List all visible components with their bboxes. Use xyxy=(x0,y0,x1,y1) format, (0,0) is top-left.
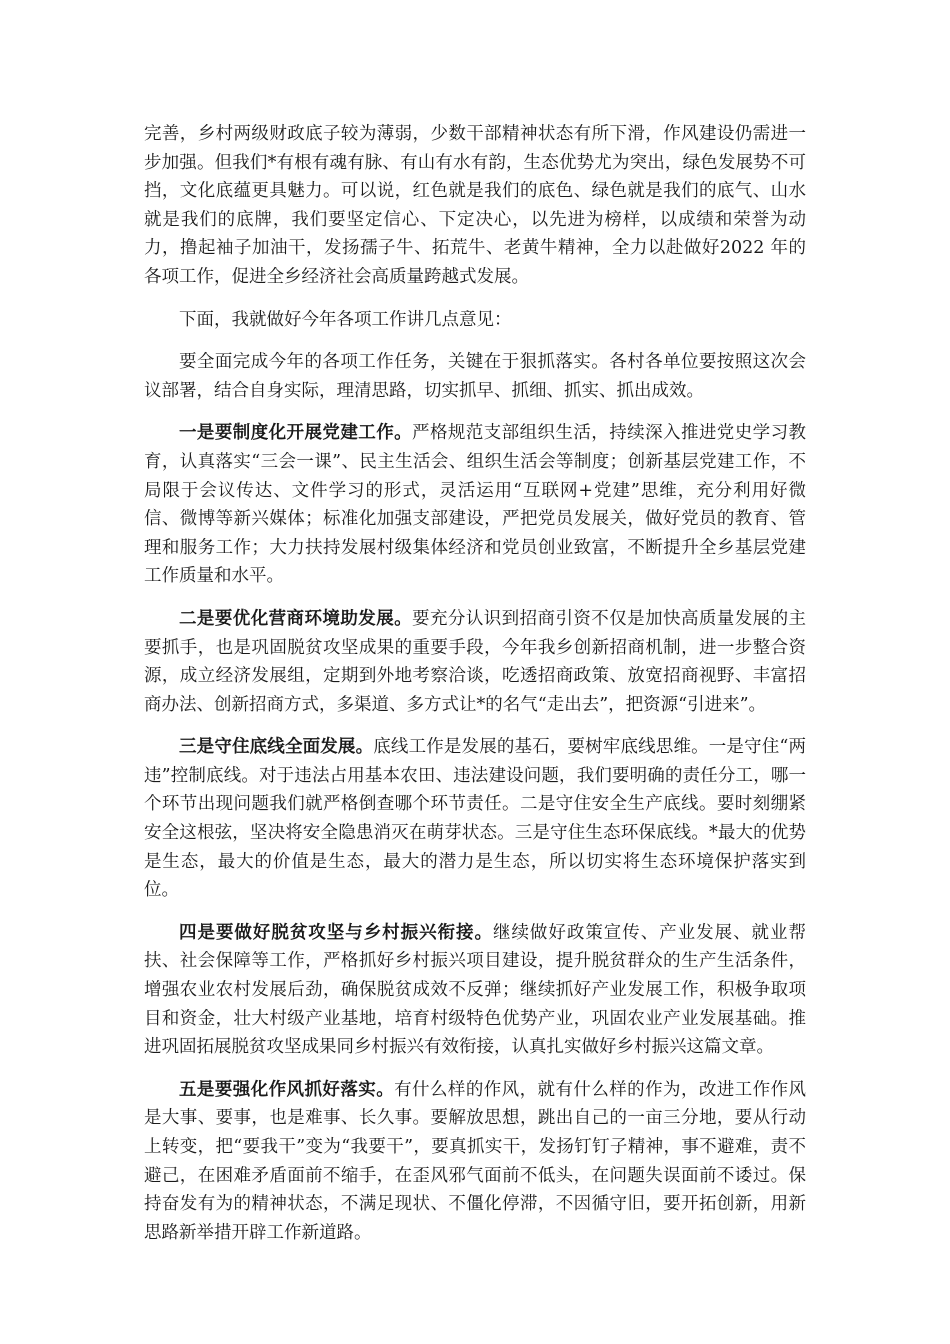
paragraph-text: 有什么样的作风，就有什么样的作为，改进工作作风是大事、要事，也是难事、长久事。要解放思想，跳出自己的一亩三分地，要从行动上转变，把“要我干”变为“我要干”，要真抓实干，发扬钉钉子精神，事不避难，责不避己，在困难矛盾面前不缩手，在歪风邪气面前不低头，在问题失误面前不诿过。保持奋发有为的精神状态，不满足现状、不僵化停滞，不因循守旧，要开拓创新，用新思路新举措开辟工作新道路。 xyxy=(144,1079,807,1243)
paragraph-lead: 四是要做好脱贫攻坚与乡村振兴衔接。 xyxy=(179,922,493,943)
paragraph-business-environment xyxy=(144,605,806,719)
paragraph-text: 严格规范支部组织生活，持续深入推进党史学习教育，认真落实“三会一课”、民主生活会、组织生活会等制度；创新基层党建工作，不局限于会议传达、文件学习的形式，灵活运用“互联网+党建”思维，充分利用好微信、微博等新兴媒体；标准化加强支部建设，严把党员发展关，做好党员的教育、管理和服务工作；大力扶持发展村级集体经济和党员创业致富，不断提升全乡基层党建工作质量和水平。 xyxy=(144,423,807,587)
paragraph-rural-revitalization xyxy=(144,919,806,1062)
paragraph-key-point xyxy=(144,348,806,405)
paragraph-bottom-line xyxy=(144,733,806,905)
paragraph-text: 下面，我就做好今年各项工作讲几点意见： xyxy=(179,309,512,330)
paragraph-work-style xyxy=(144,1076,806,1248)
paragraph-party-building xyxy=(144,419,806,591)
paragraph-lead: 三是守住底线全面发展。 xyxy=(179,737,374,758)
paragraph-text: 要全面完成今年的各项工作任务，关键在于狠抓落实。各村各单位要按照这次会议部署，结合自身实际，理清思路，切实抓早、抓细、抓实、抓出成效。 xyxy=(144,352,806,401)
paragraph-text: 底线工作是发展的基石，要树牢底线思维。一是守住“两违”控制底线。对于违法占用基本农田、违法建设问题，我们要明确的责任分工，哪一个环节出现问题我们就严格倒查哪个环节责任。二是守住安全生产底线。要时刻绷紧安全这根弦，坚决将安全隐患消灭在萌芽状态。三是守住生态环保底线。*最大的优势是生态，最大的价值是生态，最大的潜力是生态，所以切实将生态环境保护落实到位。 xyxy=(144,737,806,901)
paragraph-text: 要充分认识到招商引资不仅是加快高质量发展的主要抓手，也是巩固脱贫攻坚成果的重要手段，今年我乡创新招商机制，进一步整合资源，成立经济发展组，定期到外地考察洽谈，吃透招商政策、放宽招商视野、丰富招商办法、创新招商方式，多渠道、多方式让*的名气“走出去”，把资源“引进来”。 xyxy=(144,608,807,715)
paragraph-text: 继续做好政策宣传、产业发展、就业帮扶、社会保障等工作，严格抓好乡村振兴项目建设，提升脱贫群众的生产生活条件，增强农业农村发展后劲，确保脱贫成效不反弹；继续抓好产业发展工作，积极争取项目和资金，壮大村级产业基地，培育村级特色优势产业，巩固农业产业发展基础。推进巩固拓展脱贫攻坚成果同乡村振兴有效衔接，认真扎实做好乡村振兴这篇文章。 xyxy=(144,922,806,1058)
paragraph-lead: 二是要优化营商环境助发展。 xyxy=(179,608,413,629)
paragraph-text: 完善，乡村两级财政底子较为薄弱，少数干部精神状态有所下滑，作风建设仍需进一步加强。但我们*有根有魂有脉、有山有水有韵，生态优势尤为突出，绿色发展势不可挡，文化底蕴更具魅力。可以说，红色就是我们的底色、绿色就是我们的底气、山水就是我们的底牌，我们要坚定信心、下定决心，以先进为榜样，以成绩和荣誉为动力，撸起袖子加油干，发扬孺子牛、拓荒牛、老黄牛精神，全力以赴做好2022 年的各项工作，促进全乡经济社会高质量跨越式发展。 xyxy=(144,124,806,287)
paragraph-lead: 五是要强化作风抓好落实。 xyxy=(179,1079,395,1100)
document-body xyxy=(144,120,806,1261)
paragraph-lead: 一是要制度化开展党建工作。 xyxy=(179,423,413,444)
paragraph-continuation xyxy=(144,120,806,292)
paragraph-intro xyxy=(144,306,806,335)
